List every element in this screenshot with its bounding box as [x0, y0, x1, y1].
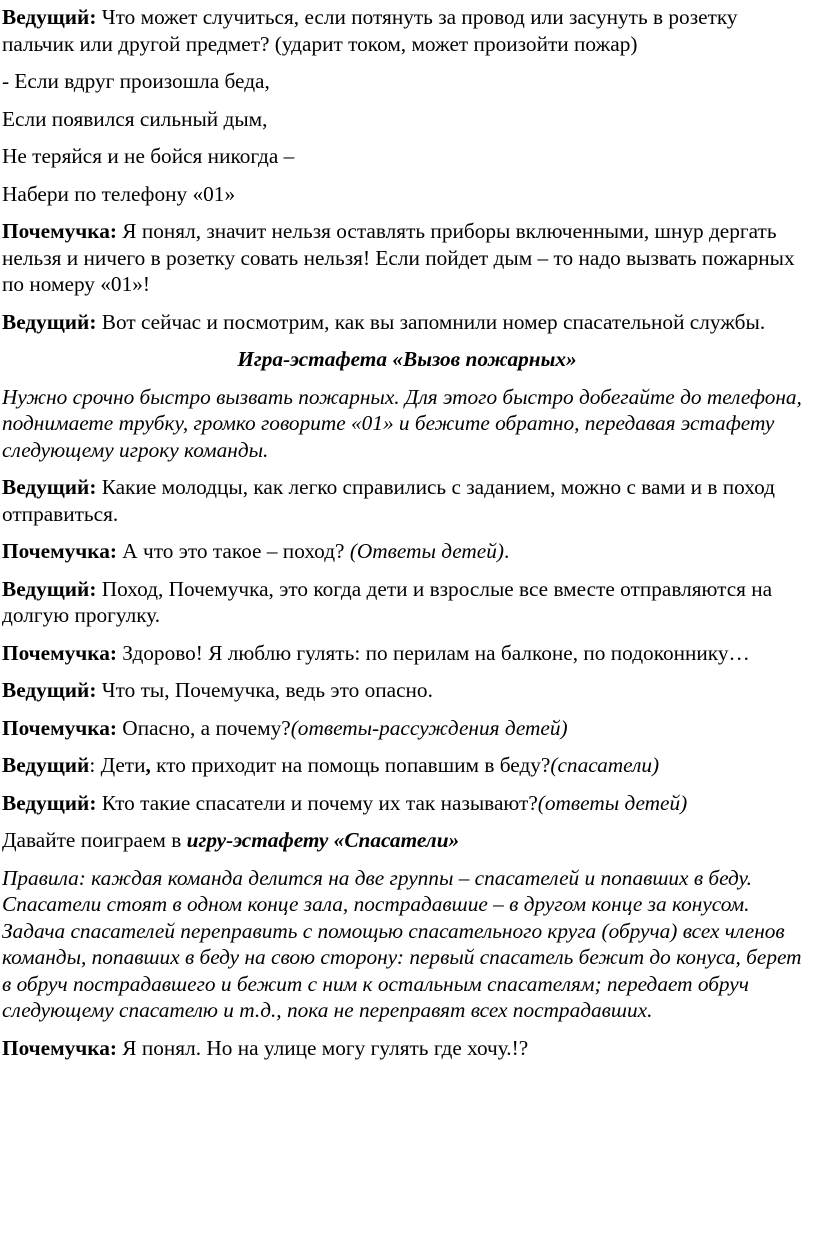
paragraph-pochemuchka-street — [2, 1035, 812, 1062]
stage-note: (ответы детей) — [537, 790, 688, 815]
poem-line-3: Не теряйся и не бойся никогда – — [2, 144, 295, 168]
speaker-label: Почемучка: — [2, 219, 117, 243]
speaker-label: Ведущий — [2, 753, 90, 777]
speaker-label: Почемучка: — [2, 539, 117, 563]
speaker-label: Почемучка: — [2, 640, 117, 665]
speaker-label: Ведущий: — [2, 678, 97, 702]
paragraph-pochemuchka-walk — [2, 640, 812, 667]
dialogue-text: Кто такие спасатели и почему их так называют? — [96, 790, 538, 815]
stage-note: (спасатели) — [550, 753, 660, 777]
paragraph-lets-play — [2, 827, 812, 854]
stage-note: (Ответы детей) — [349, 539, 504, 563]
dialogue-text: Что ты, Почемучка, ведь это опасно. — [96, 678, 433, 702]
speaker-label: Почемучка: — [2, 715, 117, 740]
paragraph-host-who-rescuers — [2, 790, 812, 817]
paragraph-pochemuchka-hike — [2, 538, 812, 565]
stage-note: (ответы-рассуждения детей) — [290, 715, 568, 740]
dialogue-text: Вот сейчас и посмотрим, как вы запомнили номер спасательной службы. — [96, 309, 766, 334]
dialogue-text: Я понял. Но на улице могу гулять где хочу.!? — [116, 1035, 529, 1060]
paragraph-host-question — [2, 4, 812, 57]
dialogue-text: Поход, Почемучка, это когда дети и взрослые все вместе отправляются на долгую прогулку. — [2, 576, 773, 627]
poem-line-2: Если появился сильный дым, — [2, 106, 268, 131]
paragraph-pochemuchka-understood — [2, 218, 812, 298]
paragraph-host-rescuers — [2, 752, 812, 779]
speaker-label: Ведущий: — [2, 5, 97, 29]
dialogue-text: Здорово! Я люблю гулять: по перилам на балконе, по подоконнику… — [116, 640, 750, 665]
speaker-label: Ведущий: — [2, 309, 97, 334]
game-rules-fire-call: Нужно срочно быстро вызвать пожарных. Для этого быстро добегайте до телефона, поднимаете трубку, громко говорите «01» и бежите обратно, передавая эстафету следующему игроку команды. — [2, 384, 802, 462]
poem-line-4: Набери по телефону «01» — [2, 181, 236, 206]
paragraph-host-hike — [2, 576, 812, 629]
dialogue-tail: . — [504, 539, 510, 563]
game-rules-rescuers: Правила: каждая команда делится на две группы – спасателей и попавших в беду. Спасатели стоят в одном конце зала, пострадавшие – в другом конце за конусом. Задача спасателей переправить с помощью спасательного круга (обруча) всех членов команды, попавших в беду на свою сторону: первый спасатель бежит до конуса, берет в обруч пострадавшего и бежит с ним к остальным спасателям; передает обруч следующему спасателю и т.д., пока не переправят всех пострадавших. — [2, 865, 802, 1022]
poem-line-1: - Если вдруг произошла беда, — [2, 69, 270, 93]
speaker-label: Ведущий: — [2, 475, 97, 499]
game-title-fire-call: Игра-эстафета «Вызов пожарных» — [237, 347, 577, 371]
dialogue-text: А что это такое – поход? — [116, 539, 350, 563]
dialogue-text: Опасно, а почему? — [116, 715, 291, 740]
paragraph-host-praise — [2, 474, 812, 527]
paragraph-pochemuchka-why — [2, 715, 812, 742]
dialogue-text: Что может случиться, если потянуть за провод или засунуть в розетку пальчик или другой предмет? (ударит током, может произойти пожар) — [2, 5, 738, 56]
paragraph-host-danger — [2, 677, 812, 704]
dialogue-text: Какие молодцы, как легко справились с заданием, можно с вами и в поход отправиться. — [2, 475, 775, 526]
paragraph-host-check — [2, 309, 812, 336]
speaker-label: Ведущий: — [2, 790, 97, 815]
speaker-label: Почемучка: — [2, 1035, 117, 1060]
dialogue-text: кто приходит на помощь попавшим в беду? — [150, 753, 551, 777]
game-name: игру-эстафету «Спасатели» — [186, 828, 460, 852]
speaker-label: Ведущий: — [2, 576, 97, 601]
dialogue-comma: , — [145, 753, 151, 777]
dialogue-text: : Дети — [89, 753, 146, 777]
dialogue-text: Давайте поиграем в — [2, 828, 187, 852]
dialogue-text: Я понял, значит нельзя оставлять приборы включенными, шнур дергать нельзя и ничего в розетку совать нельзя! Если пойдет дым – то надо вызвать пожарных по номеру «01»! — [2, 219, 795, 296]
